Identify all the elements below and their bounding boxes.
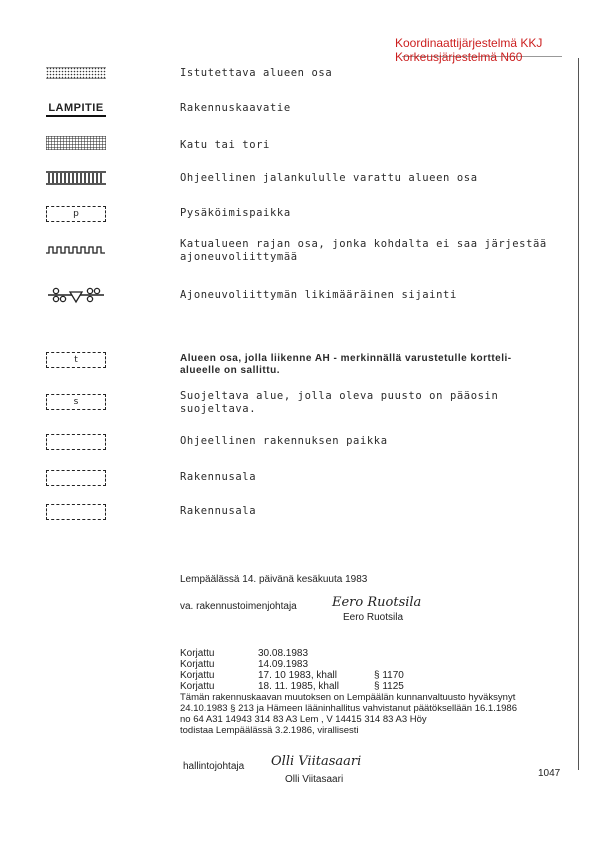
planting-area-symbol [46,67,106,79]
legend-text-road: Rakennuskaavatie [180,102,291,114]
height-system-label: Korkeusjärjestelmä N60 [395,50,523,64]
page-number: 1047 [538,768,561,779]
parking-symbol [46,206,106,222]
place-date: Lempäälässä 14. päivänä kesäkuuta 1983 [180,574,368,585]
approval-line-1: Tämän rakennuskaavan muutoksen on Lempäälän kunnanvaltuusto hyväksynyt [180,692,516,703]
protected-area-symbol [46,394,106,410]
correction-ref-4: § 1125 [374,681,404,692]
frame-border [578,58,579,770]
legend-text-no-access-line2: ajoneuvoliittymää [180,251,298,263]
legend-text-traffic-line1: Alueen osa, jolla liikenne AH - merkinnällä varustetulle kortteli- [180,353,512,364]
road-name-symbol: LAMPITIE [46,101,106,117]
parking-symbol-letter: p [73,209,79,219]
protected-area-letter: s [73,397,79,407]
coordinate-system-label: Koordinaattijärjestelmä KKJ [395,36,543,50]
legend-text-vehicle-access: Ajoneuvoliittymän likimääräinen sijainti [180,289,457,301]
correction-ref-3: § 1170 [374,670,404,681]
signer-name: Eero Ruotsila [343,612,404,623]
correction-date-4: 18. 11. 1985, khall [258,681,339,692]
legend-text-no-access-line1: Katualueen rajan osa, jonka kohdalta ei saa järjestää [180,238,547,250]
correction-label-2: Korjattu [180,659,215,670]
legend-text-pedestrian: Ohjeellinen jalankululle varattu alueen osa [180,172,478,184]
approval-line-3: no 64 A31 14943 314 83 A3 Lem , V 14415 314 83 A3 Höy [180,714,427,725]
legend-text-protected-line2: suojeltava. [180,403,257,415]
vehicle-access-symbol [46,285,106,305]
traffic-area-symbol [46,352,106,368]
legend-text-building-area-1: Rakennusala [180,471,257,483]
approval-line-2: 24.10.1983 § 213 ja Hämeen lääninhallitus vahvistanut päätöksellään 16.1.1986 [180,703,517,714]
legend-text-protected-line1: Suojeltava alue, jolla oleva puusto on pääosin [180,390,499,402]
no-access-boundary-symbol [46,245,106,255]
footer-name: Olli Viitasaari [285,774,344,785]
correction-date-2: 14.09.1983 [258,659,309,670]
building-area-symbol-1 [46,470,106,486]
legend-text-building-position: Ohjeellinen rakennuksen paikka [180,435,388,447]
correction-label-1: Korjattu [180,648,215,659]
legend-text-street: Katu tai tori [180,139,270,151]
legend-text-parking: Pysäköimispaikka [180,207,291,219]
footer-signature-handwriting: Olli Viitasaari [271,754,362,769]
legend-text-traffic-line2: alueelle on sallittu. [180,365,280,376]
pedestrian-area-symbol [46,171,106,185]
approval-line-4: todistaa Lempäälässä 3.2.1986, virallisesti [180,725,359,736]
correction-label-3: Korjattu [180,670,215,681]
signer-role: va. rakennustoimenjohtaja [180,601,297,612]
footer-role: hallintojohtaja [183,761,245,772]
legend-text-building-area-2: Rakennusala [180,505,257,517]
building-position-symbol [46,434,106,450]
signature-handwriting: Eero Ruotsila [332,595,422,610]
legend-text-planting: Istutettava alueen osa [180,67,333,79]
building-area-symbol-2 [46,504,106,520]
correction-label-4: Korjattu [180,681,215,692]
traffic-area-letter: t [74,355,78,365]
correction-date-1: 30.08.1983 [258,648,309,659]
correction-date-3: 17. 10 1983, khall [258,670,337,681]
street-square-symbol [46,136,106,150]
